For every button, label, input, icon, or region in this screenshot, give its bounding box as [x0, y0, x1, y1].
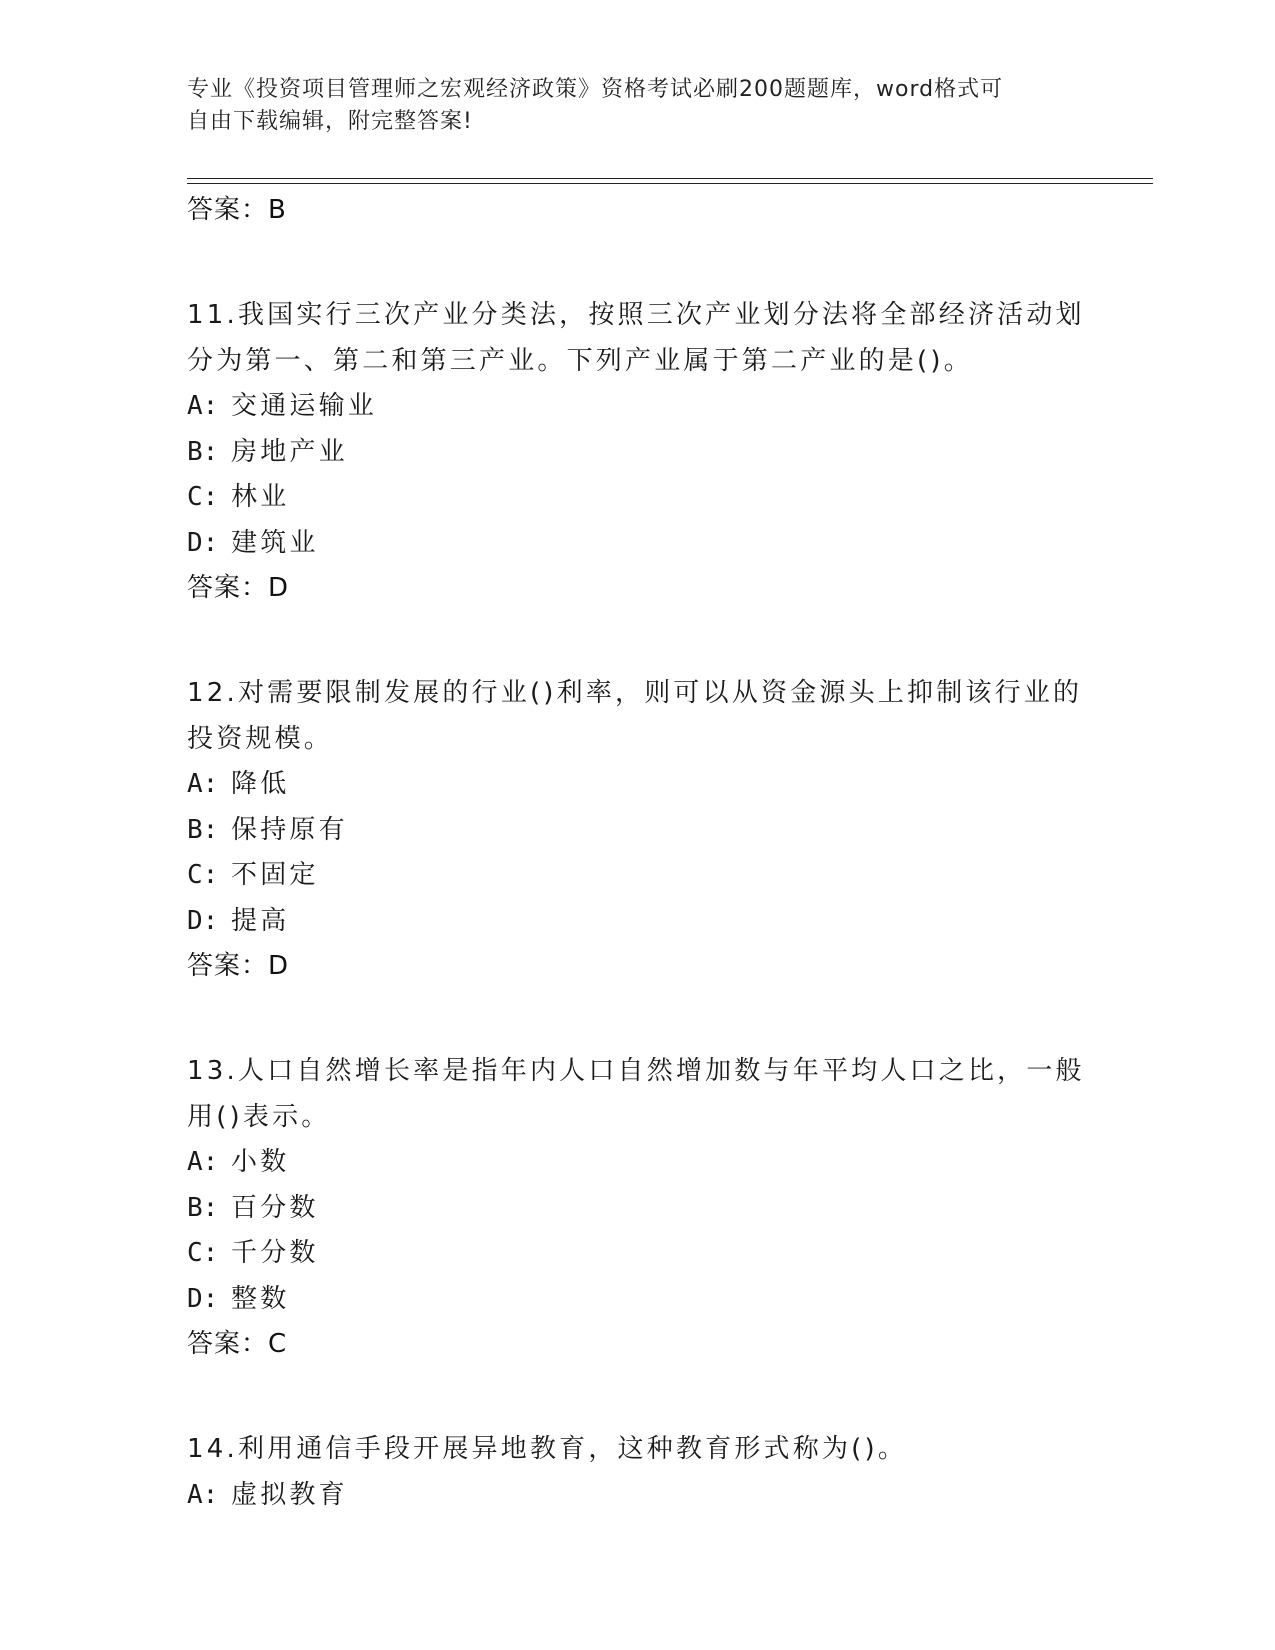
option-text: 降低: [231, 769, 290, 799]
question-spacer: [187, 233, 1087, 293]
answer-line: [187, 566, 1087, 611]
option-text: 小数: [231, 1147, 290, 1177]
option-c: [187, 1231, 1087, 1277]
document-header: [187, 74, 1067, 138]
header-title-line-2: 自由下载编辑，附完整答案!: [187, 109, 473, 134]
option-text: 百分数: [231, 1192, 319, 1223]
answer-prefix: 答案：: [187, 951, 269, 981]
option-text: 交通运输业: [231, 391, 378, 421]
option-a: [187, 762, 1087, 808]
answer-value: D: [268, 573, 290, 603]
option-text: 林业: [231, 482, 290, 512]
option-letter: D:: [187, 527, 219, 558]
question-list: [187, 188, 1087, 1518]
option-a: [187, 1473, 1087, 1519]
answer-prefix: 答案：: [187, 1329, 269, 1359]
answer-line: [187, 1322, 1087, 1367]
option-text: 不固定: [231, 860, 319, 890]
option-text: 虚拟教育: [231, 1479, 348, 1510]
option-letter: D:: [187, 905, 219, 936]
answer-value: B: [268, 195, 287, 225]
option-c: [187, 853, 1087, 899]
question-block: [187, 293, 1087, 611]
option-text: 建筑业: [231, 527, 319, 558]
option-d: [187, 899, 1087, 945]
option-text: 提高: [231, 905, 290, 936]
option-d: [187, 521, 1087, 567]
answer-value: D: [268, 951, 290, 981]
question-block: [187, 671, 1087, 989]
option-letter: C:: [187, 860, 219, 890]
option-d: [187, 1277, 1087, 1323]
answer-line: [187, 944, 1087, 989]
option-letter: B:: [187, 814, 219, 845]
option-text: 千分数: [231, 1238, 319, 1268]
answer-line: [187, 188, 1087, 233]
option-letter: B:: [187, 436, 219, 467]
option-letter: C:: [187, 1238, 219, 1268]
option-a: [187, 1140, 1087, 1186]
option-text: 整数: [231, 1283, 290, 1314]
question-stem: 11.我国实行三次产业分类法，按照三次产业划分法将全部经济活动划分为第一、第二和第三产业。下列产业属于第二产业的是()。: [187, 300, 1085, 376]
question-stem: 14.利用通信手段开展异地教育，这种教育形式称为()。: [187, 1434, 908, 1464]
answer-prefix: 答案：: [187, 573, 269, 603]
question-stem: 13.人口自然增长率是指年内人口自然增加数与年平均人口之比，一般用()表示。: [187, 1056, 1085, 1132]
option-letter: B:: [187, 1192, 219, 1223]
question-block: [187, 1049, 1087, 1367]
option-letter: D:: [187, 1283, 219, 1314]
answer-prefix: 答案：: [187, 195, 269, 225]
question-spacer: [187, 611, 1087, 671]
option-a: [187, 384, 1087, 430]
option-c: [187, 475, 1087, 521]
option-letter: A:: [187, 1479, 219, 1510]
option-b: [187, 430, 1087, 476]
option-text: 保持原有: [231, 814, 348, 845]
question-spacer: [187, 1367, 1087, 1427]
header-divider-bottom: [187, 183, 1153, 184]
header-divider-top: [187, 178, 1153, 179]
option-letter: A:: [187, 391, 219, 421]
option-letter: A:: [187, 769, 219, 799]
answer-value: C: [268, 1329, 288, 1359]
question-stem: 12.对需要限制发展的行业()利率，则可以从资金源头上抑制该行业的投资规模。: [187, 678, 1083, 754]
option-b: [187, 808, 1087, 854]
question-spacer: [187, 989, 1087, 1049]
option-letter: C:: [187, 482, 219, 512]
option-letter: A:: [187, 1147, 219, 1177]
question-block: [187, 1427, 1087, 1518]
option-b: [187, 1186, 1087, 1232]
header-title-line-1: 专业《投资项目管理师之宏观经济政策》资格考试必刷200题题库，word格式可: [187, 77, 1004, 102]
option-text: 房地产业: [231, 436, 348, 467]
